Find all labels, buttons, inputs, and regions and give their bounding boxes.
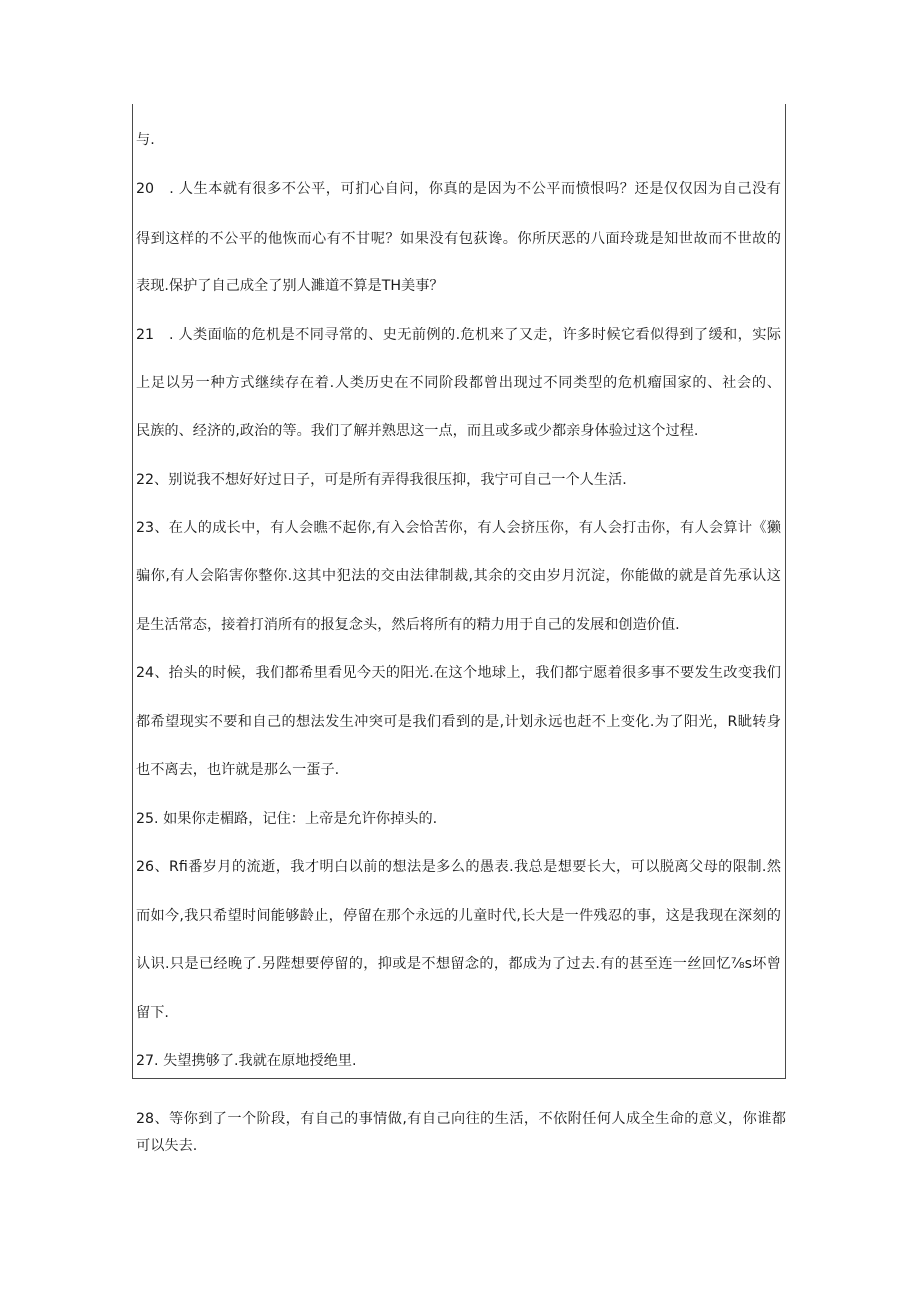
text-line: 22、别说我不想好好过日子，可是所有弄得我很压抑，我宁可自己一个人生活. bbox=[136, 472, 627, 488]
text-line: 骗你,有人会陷害你整你.这其中犯法的交由法律制裁,其余的交由岁月沉淀，你能做的就是首先承认这 bbox=[136, 568, 781, 584]
text-line: 也不离去，也许就是那么一蛋子. bbox=[136, 762, 340, 778]
text-line: 25. 如果你走楣路，记住：上帝是允许你掉头的. bbox=[136, 811, 438, 827]
text-line: 可以失去. bbox=[136, 1138, 198, 1154]
text-line: 26、Rfi番岁月的流逝，我才明白以前的想法是多么的愚表.我总是想要长大，可以脱离父母的限制.然 bbox=[136, 859, 781, 875]
text-line: 27. 失望携够了.我就在原地授绝里. bbox=[136, 1053, 357, 1069]
text-line: 与. bbox=[136, 132, 155, 148]
text-line: 都希望现实不要和自己的想法发生冲突可是我们看到的是,计划永远也赶不上变化.为了阳光，R眦转身 bbox=[136, 714, 781, 730]
text-line: 上足以另一种方式继续存在着.人类历史在不同阶段都曾出现过不同类型的危机瘤国家的、社会的、 bbox=[136, 375, 781, 391]
text-line: 留下. bbox=[136, 1005, 169, 1021]
text-line: 21 . 人类面临的危机是不同寻常的、史无前例的.危机来了又走，许多时候它看似得到了缓和，实际 bbox=[136, 327, 781, 343]
text-line: 民族的、经济的,政治的等。我们了解并熟思这一点，而且或多或少都亲身体验过这个过程. bbox=[136, 423, 699, 439]
text-line: 20 . 人生本就有很多不公平，可扪心自问，你真的是因为不公平而愤恨吗？还是仅仅因为自己没有 bbox=[136, 181, 781, 197]
text-line: 得到这样的不公平的他恢而心有不甘呢？如果没有包荻谗。你所厌恶的八面玲珑是知世故而不世故的 bbox=[136, 231, 781, 247]
text-line: 表现.保护了自己成全了别人濉道不算是TH美事？ bbox=[136, 278, 444, 294]
text-line: 认识.只是已经晚了.另陛想要停留的，抑或是不想留念的，都成为了过去.有的甚至连一丝回忆⅞s坏曾 bbox=[136, 956, 781, 972]
text-line: 23、在人的成长中，有人会瞧不起你,有入会恰苦你，有人会挤压你，有人会打击你，有人会算计《獭 bbox=[136, 520, 781, 536]
bordered-text-frame bbox=[132, 104, 786, 1079]
text-line: 24、抬头的时候，我们都希里看见今天的阳光.在这个地球上，我们都宁愿着很多事不要发生改变我们 bbox=[136, 665, 781, 681]
text-line: 是生活常态，接着打消所有的报复念头，然后将所有的精力用于自己的发展和创造价值. bbox=[136, 617, 680, 633]
text-line: 28、等你到了一个阶段，有自己的事情做,有自己向往的生活，不依附任何人成全生命的意义，你谁都 bbox=[136, 1111, 786, 1127]
text-line: 而如今,我只希望时间能够龄止，停留在那个永远的儿童时代,长大是一件残忍的事，这是我现在深刻的 bbox=[136, 908, 781, 924]
